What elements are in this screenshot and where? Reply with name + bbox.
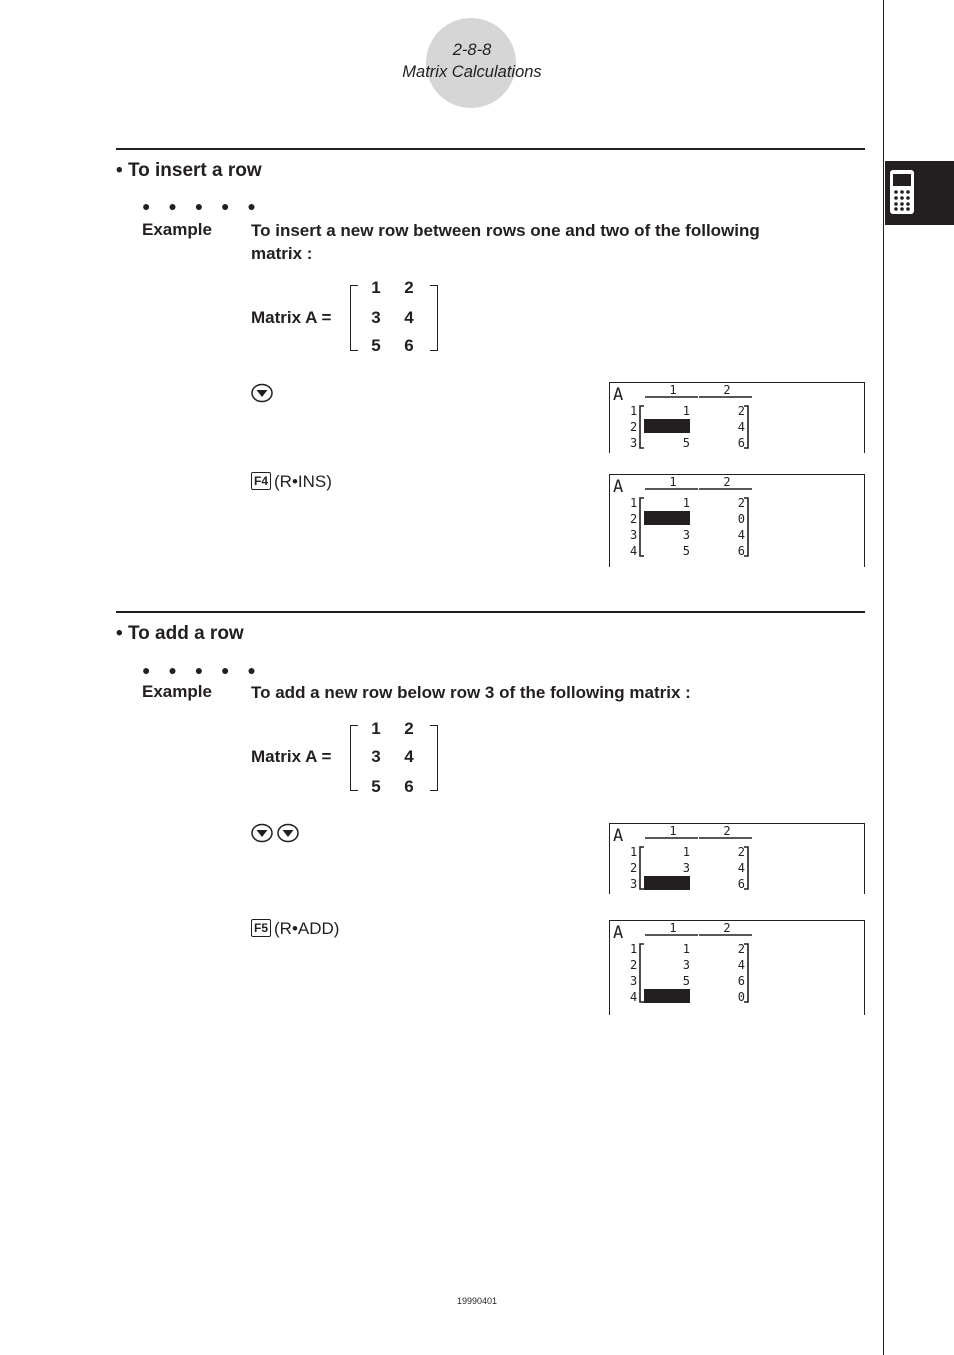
column-header: 2: [723, 824, 731, 838]
screen-display: [610, 921, 864, 1015]
key-step: [251, 919, 339, 939]
chapter-tab: [885, 161, 954, 225]
matrix-name: A: [613, 923, 624, 943]
matrix-label: Matrix A =: [251, 747, 332, 766]
matrix-name: A: [613, 385, 624, 405]
example-dots: ● ● ● ● ●: [142, 198, 263, 214]
cell-value: 0: [737, 990, 745, 1004]
cell-value: 1: [682, 496, 690, 510]
example-label: Example: [142, 220, 212, 239]
section-heading: [116, 160, 262, 182]
cell-value: 2: [737, 496, 745, 510]
matrix: [350, 719, 438, 796]
key-action: (R•ADD): [274, 919, 340, 938]
matrix-cell: 3: [371, 747, 381, 766]
screen-display: [610, 824, 864, 894]
calculator-screen: [609, 382, 865, 453]
cell-value: 5: [682, 436, 690, 450]
matrix-cell: 2: [404, 278, 414, 297]
row-label: 3: [630, 528, 638, 542]
matrix-cell: 6: [404, 336, 414, 355]
column-header: 1: [669, 475, 677, 489]
matrix-label: Matrix A =: [251, 308, 332, 327]
cell-value: 6: [737, 436, 745, 450]
cell-value: 3: [682, 528, 690, 542]
row-label: 1: [630, 942, 638, 956]
key-step: [251, 472, 332, 492]
section-rule: [116, 611, 865, 613]
cell-value: 2: [737, 845, 745, 859]
matrix-cell: 5: [371, 336, 381, 355]
screen-left-bracket: [640, 944, 644, 1002]
cell-value: 1: [682, 404, 690, 418]
matrix-left-bracket: [350, 285, 358, 351]
section-rule: [116, 148, 865, 150]
screen-display: [610, 383, 864, 453]
screen-display: [610, 475, 864, 567]
cell-value: 5: [682, 544, 690, 558]
cell-value: 4: [737, 861, 745, 875]
calculator-icon: [885, 161, 954, 225]
example-dots: ● ● ● ● ●: [142, 662, 263, 678]
f4-key: F4: [251, 472, 271, 490]
cell-value: 5: [682, 974, 690, 988]
column-header: 2: [723, 383, 731, 397]
matrix-cell: 5: [371, 777, 381, 796]
matrix: [350, 278, 438, 355]
calculator-screen: [609, 823, 865, 894]
heading-text: To add a row: [127, 623, 244, 644]
row-label: 2: [630, 861, 638, 875]
matrix-left-bracket: [350, 725, 358, 791]
cell-value: 6: [737, 877, 745, 891]
section-heading: [116, 623, 244, 645]
cell-value: 5: [682, 877, 690, 891]
cell-value: 2: [737, 942, 745, 956]
key-step: [251, 382, 277, 403]
matrix-cell: 3: [371, 308, 381, 327]
row-label: 4: [630, 990, 638, 1004]
heading-bullet: •: [116, 160, 123, 181]
cell-value: 0: [737, 512, 745, 526]
matrix-cell: 1: [371, 278, 381, 297]
calculator-screen: [609, 474, 865, 567]
down-arrow-key-icon: [251, 823, 273, 843]
example-text: To insert a new row between rows one and two of the following matrix :: [251, 221, 760, 263]
matrix-name: A: [613, 477, 624, 497]
column-header: 1: [669, 921, 677, 935]
section-title: Matrix Calculations: [402, 63, 542, 81]
cell-value: 6: [737, 544, 745, 558]
column-header: 2: [723, 475, 731, 489]
down-arrow-key-icon: [251, 383, 273, 403]
footer-code: 19990401: [456, 1296, 498, 1306]
column-header: 1: [669, 383, 677, 397]
matrix-cell: 1: [371, 719, 381, 738]
cell-value: 3: [682, 958, 690, 972]
row-label: 1: [630, 496, 638, 510]
row-label: 2: [630, 420, 638, 434]
cell-value: 1: [682, 942, 690, 956]
row-label: 1: [630, 404, 638, 418]
cell-value: 0: [682, 512, 690, 526]
matrix-name: A: [613, 826, 624, 846]
column-header: 2: [723, 921, 731, 935]
page-number: 2-8-8: [452, 41, 492, 59]
matrix-right-bracket: [430, 285, 438, 351]
cell-value: 2: [737, 404, 745, 418]
key-action: (R•INS): [274, 472, 332, 491]
matrix-cell: 2: [404, 719, 414, 738]
row-label: 3: [630, 436, 638, 450]
column-header: 1: [669, 824, 677, 838]
example-text: To add a new row below row 3 of the following matrix :: [251, 683, 691, 702]
cell-value: 4: [737, 958, 745, 972]
key-step: [251, 822, 303, 843]
f5-key: F5: [251, 919, 271, 937]
cell-value: 4: [737, 420, 745, 434]
row-label: 2: [630, 958, 638, 972]
right-margin-rule: [883, 0, 884, 1355]
matrix-cell: 4: [404, 308, 414, 327]
row-label: 2: [630, 512, 638, 526]
cell-value: 0: [682, 990, 690, 1004]
matrix-right-bracket: [430, 725, 438, 791]
cell-value: 3: [682, 861, 690, 875]
matrix-cell: 4: [404, 747, 414, 766]
calculator-screen: [609, 920, 865, 1015]
screen-left-bracket: [640, 847, 644, 889]
heading-bullet: •: [116, 623, 123, 644]
row-label: 4: [630, 544, 638, 558]
heading-text: To insert a row: [127, 160, 262, 181]
screen-left-bracket: [640, 498, 644, 556]
row-label: 3: [630, 877, 638, 891]
cell-value: 1: [682, 845, 690, 859]
example-label: Example: [142, 682, 212, 701]
down-arrow-key-icon: [277, 823, 299, 843]
row-label: 1: [630, 845, 638, 859]
cell-value: 6: [737, 974, 745, 988]
screen-left-bracket: [640, 406, 644, 448]
cell-value: 4: [737, 528, 745, 542]
matrix-cell: 6: [404, 777, 414, 796]
cell-value: 3: [682, 420, 690, 434]
row-label: 3: [630, 974, 638, 988]
